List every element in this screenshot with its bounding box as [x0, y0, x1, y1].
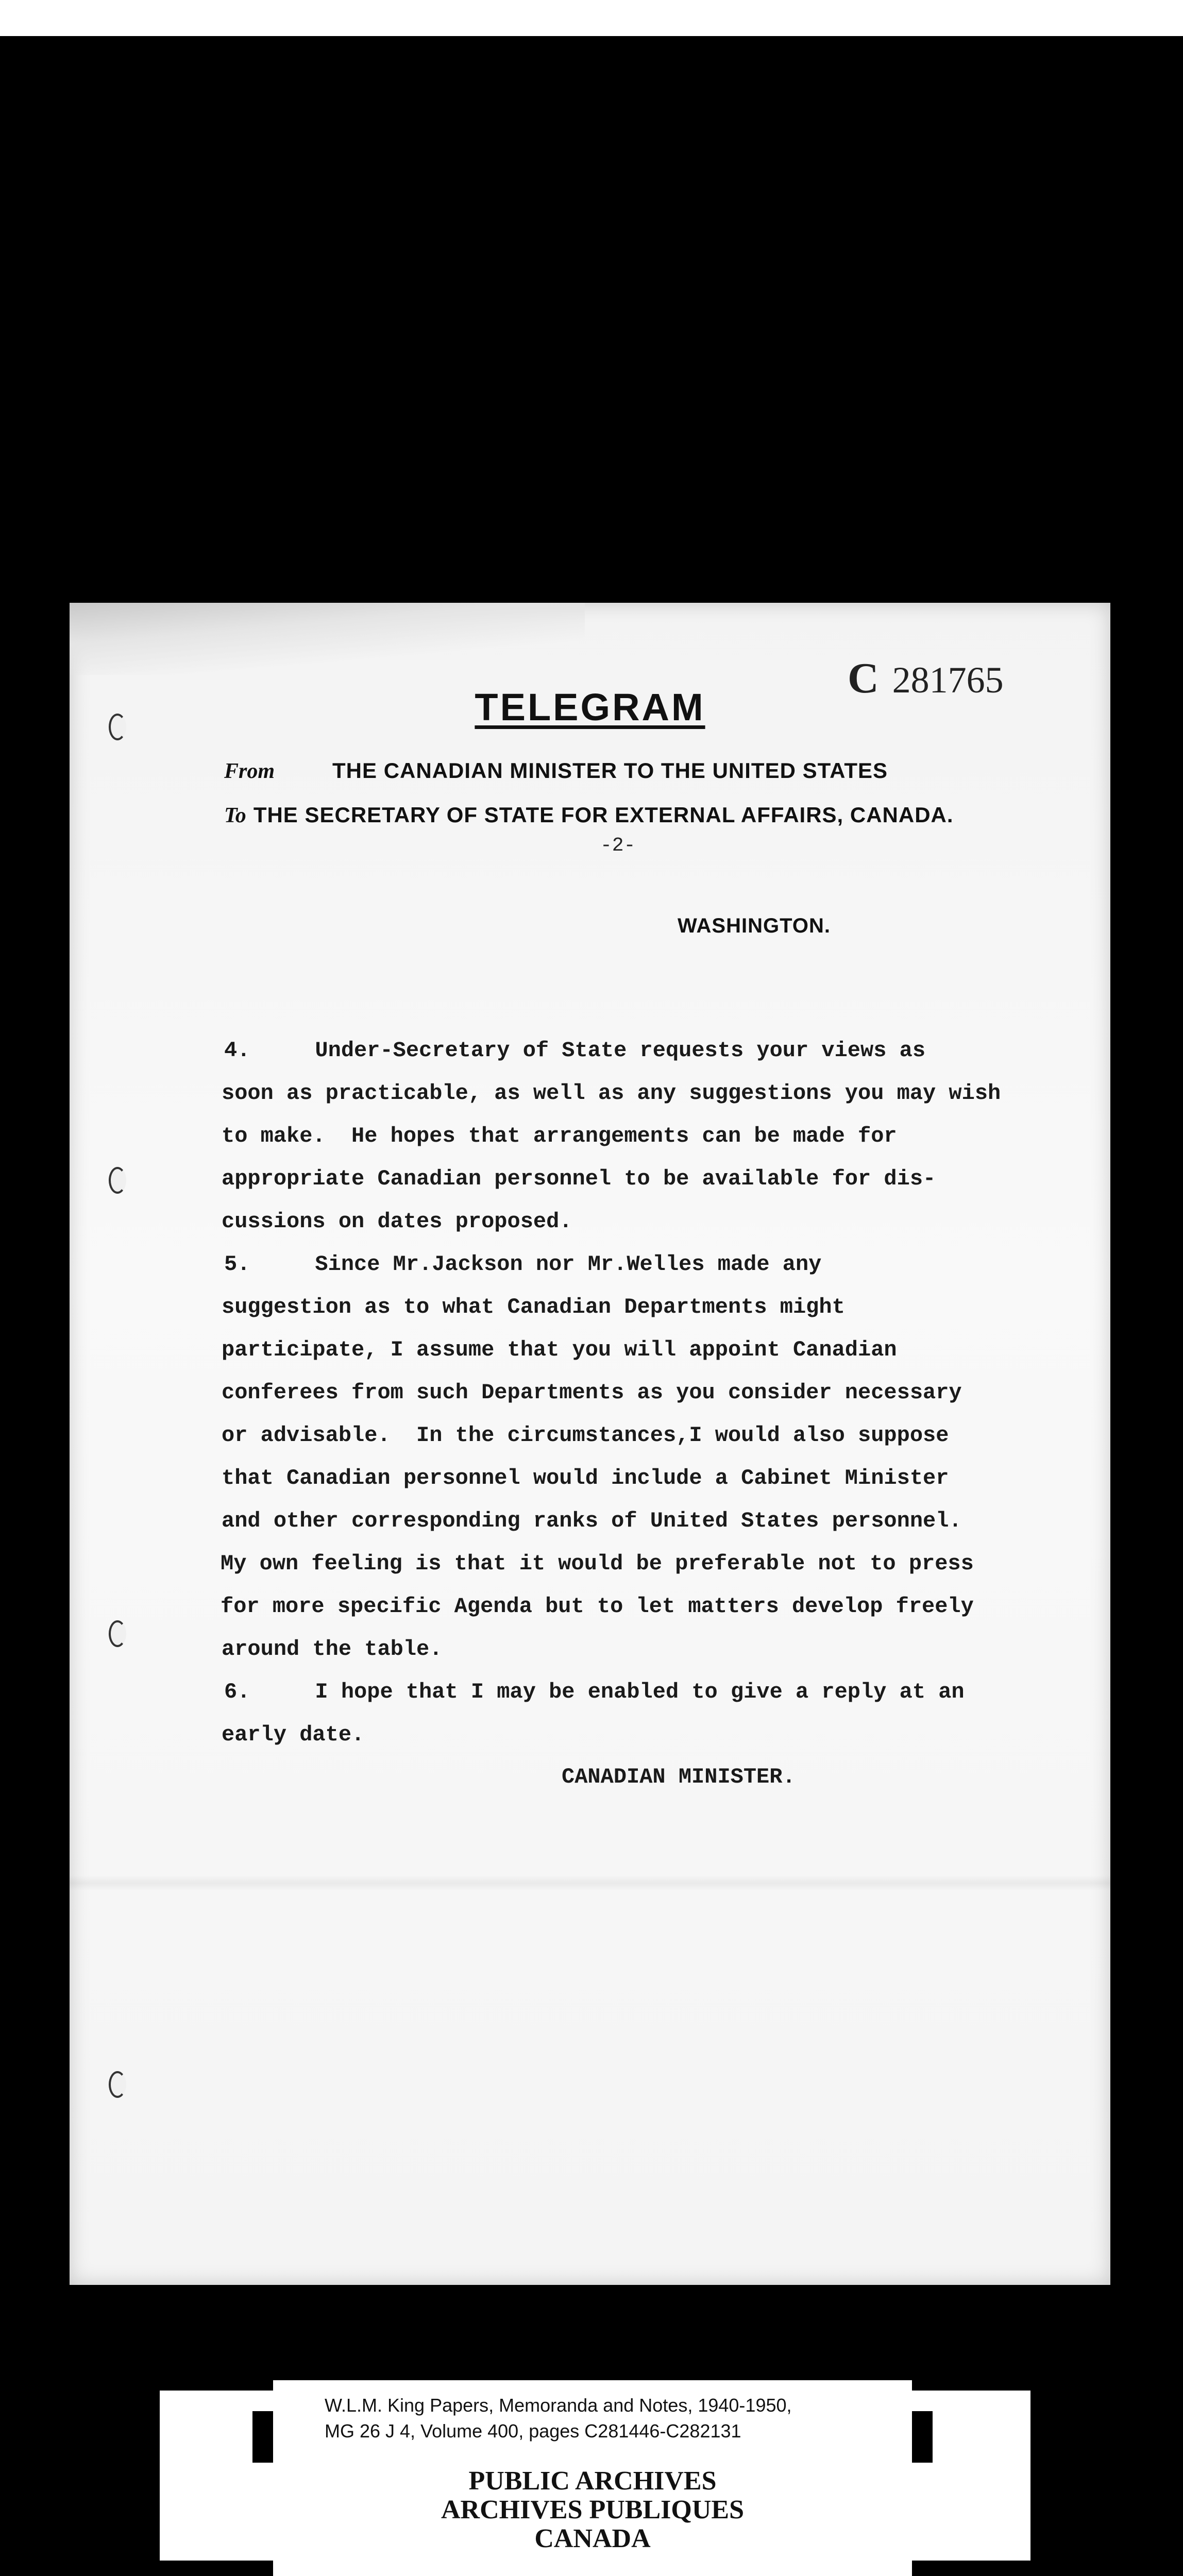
- body-line: around the table.: [222, 1637, 443, 1662]
- punch-hole-icon: [109, 1620, 126, 1647]
- label-notch: [252, 2411, 273, 2463]
- body-line: participate, I assume that you will appoint Canadian: [222, 1337, 897, 1362]
- from-label: From: [224, 759, 275, 783]
- body-line: cussions on dates proposed.: [222, 1209, 572, 1234]
- scan-artifact: [70, 1875, 1110, 1891]
- body-line: or advisable. In the circumstances,I would also suppose: [222, 1423, 949, 1448]
- archive-name-french: ARCHIVES PUBLIQUES: [441, 2495, 745, 2524]
- signature: CANADIAN MINISTER.: [562, 1765, 796, 1789]
- to-label: To: [224, 804, 246, 827]
- label-notch: [912, 2411, 933, 2463]
- archive-reference-line: MG 26 J 4, Volume 400, pages C281446-C282131: [325, 2420, 741, 2442]
- body-line: suggestion as to what Canadian Departments might: [222, 1295, 845, 1319]
- stamp-prefix: C: [848, 654, 879, 702]
- archive-reference-line: W.L.M. King Papers, Memoranda and Notes, 1940-1950,: [325, 2395, 792, 2416]
- archive-country: CANADA: [534, 2524, 651, 2553]
- dateline-place: WASHINGTON.: [678, 914, 831, 937]
- telegram-page: [70, 603, 1110, 2285]
- body-line: My own feeling is that it would be preferable not to press: [221, 1551, 974, 1576]
- body-line: 5. Since Mr.Jackson nor Mr.Welles made any: [224, 1252, 822, 1277]
- from-text: THE CANADIAN MINISTER TO THE UNITED STATES: [332, 758, 888, 783]
- body-line: appropriate Canadian personnel to be available for dis-: [222, 1166, 936, 1191]
- body-line: 4. Under-Secretary of State requests your views as: [224, 1038, 926, 1063]
- stamp-number: 281765: [892, 659, 1004, 701]
- body-line: that Canadian personnel would include a Cabinet Minister: [222, 1466, 949, 1490]
- page-fold-shadow: [70, 603, 585, 675]
- to-text: THE SECRETARY OF STATE FOR EXTERNAL AFFAIRS, CANADA.: [253, 803, 954, 827]
- document-title: TELEGRAM: [475, 686, 705, 728]
- archive-label: [273, 2380, 912, 2576]
- archive-name-english: PUBLIC ARCHIVES: [468, 2466, 717, 2496]
- from-row: [224, 758, 888, 784]
- body-line: soon as practicable, as well as any suggestions you may wish: [222, 1081, 1001, 1106]
- body-line: conferees from such Departments as you consider necessary: [222, 1380, 962, 1405]
- page-number: -2-: [600, 835, 636, 857]
- punch-hole-icon: [109, 2071, 126, 2098]
- body-line: to make. He hopes that arrangements can be made for: [222, 1124, 897, 1148]
- body-line: early date.: [222, 1722, 365, 1747]
- to-row: [224, 803, 954, 828]
- body-line: and other corresponding ranks of United States personnel.: [222, 1509, 962, 1533]
- punch-hole-icon: [109, 1167, 126, 1194]
- body-line: 6. I hope that I may be enabled to give a reply at an: [224, 1680, 965, 1704]
- body-line: for more specific Agenda but to let matters develop freely: [221, 1594, 974, 1619]
